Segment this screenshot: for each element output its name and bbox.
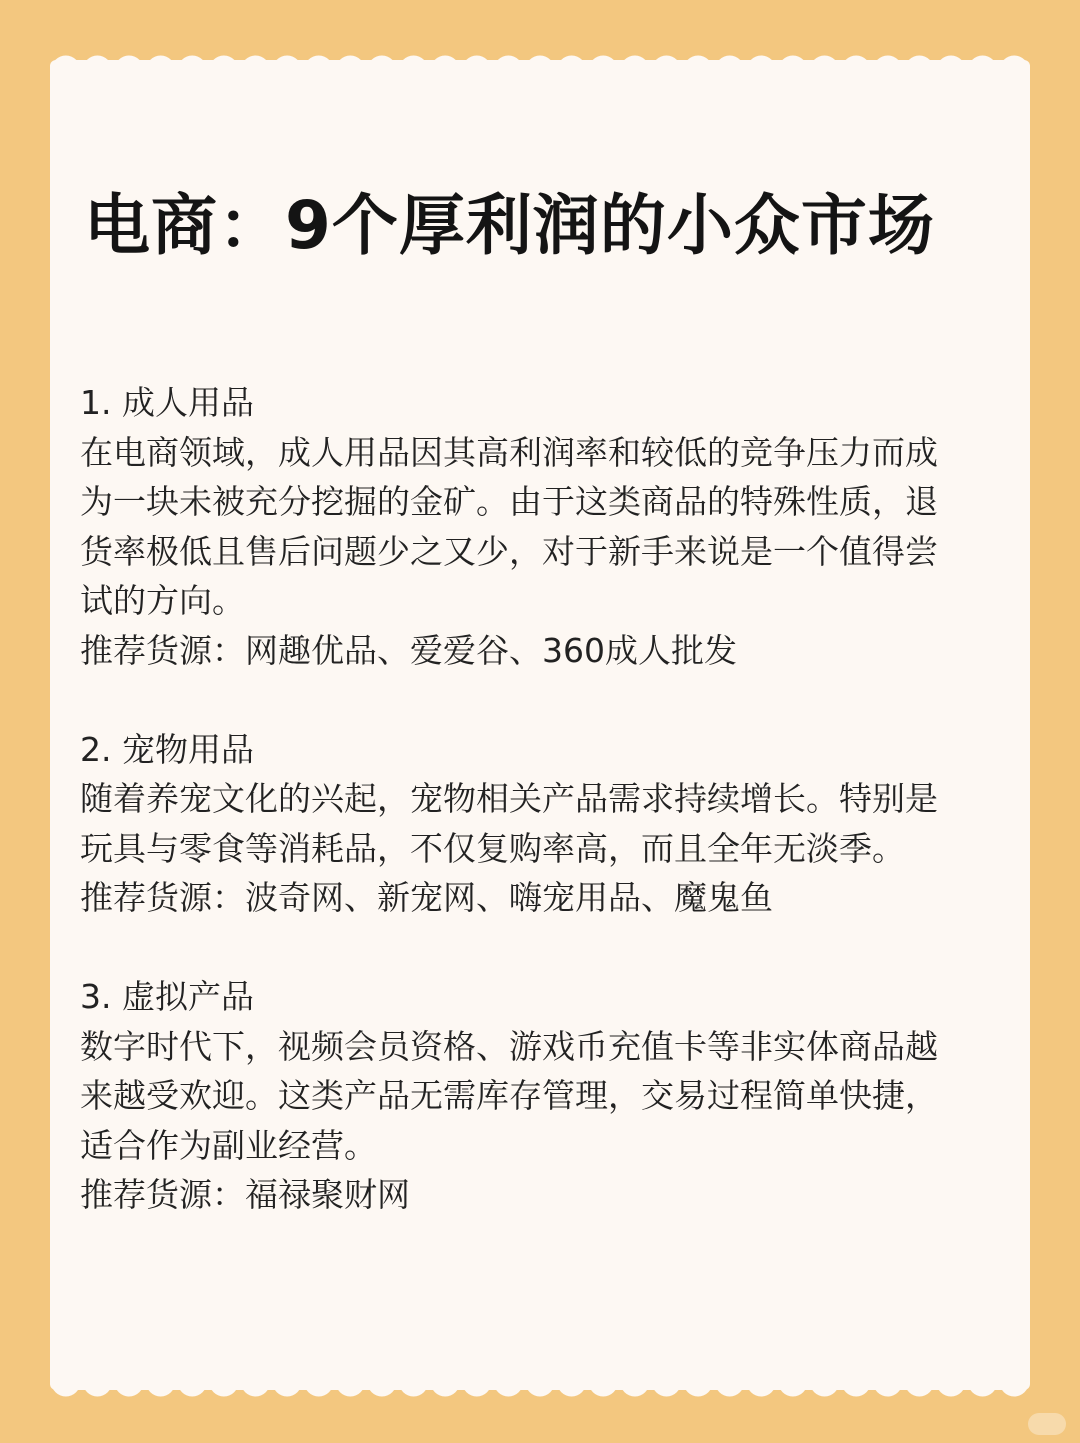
paragraph-line: 随着养宠文化的兴起，宠物相关产品需求持续增长。特别是: [80, 779, 938, 818]
paragraph-line: 试的方向。: [80, 581, 245, 620]
section-heading: 1. 成人用品: [80, 383, 254, 422]
watermark-badge: [1028, 1413, 1066, 1435]
paragraph-line: 为一块未被充分挖掘的金矿。由于这类商品的特殊性质，退: [80, 482, 938, 521]
paragraph-line: 适合作为副业经营。: [80, 1125, 377, 1165]
recommended-sources: 推荐货源：网趣优品、爱爱谷、360成人批发: [80, 630, 737, 670]
paragraph-line: 在电商领域，成人用品因其高利润率和较低的竞争压力而成: [80, 432, 938, 472]
scallop-top-edge: [50, 44, 1030, 84]
recommended-sources: 推荐货源：福禄聚财网: [80, 1175, 410, 1214]
section-heading: 2. 宠物用品: [80, 729, 254, 769]
page-title: 电商：9个厚利润的小众市场: [84, 187, 935, 264]
paragraph-line: 来越受欢迎。这类产品无需库存管理，交易过程简单快捷，: [80, 1076, 938, 1115]
paragraph-line: 数字时代下，视频会员资格、游戏币充值卡等非实体商品越: [80, 1026, 938, 1066]
section-pet-products: [80, 725, 1000, 923]
section-heading: 3. 虚拟产品: [80, 977, 254, 1016]
section-virtual-products: [80, 972, 1000, 1220]
scallop-bottom-edge: [50, 1368, 1030, 1408]
paragraph-line: 玩具与零食等消耗品，不仅复购率高，而且全年无淡季。: [80, 828, 905, 868]
section-adult-products: [80, 378, 1000, 675]
article-body: [80, 378, 1000, 1220]
paragraph-line: 货率极低且售后问题少之又少，对于新手来说是一个值得尝: [80, 531, 938, 571]
recommended-sources: 推荐货源：波奇网、新宠网、嗨宠用品、魔鬼鱼: [80, 878, 773, 917]
